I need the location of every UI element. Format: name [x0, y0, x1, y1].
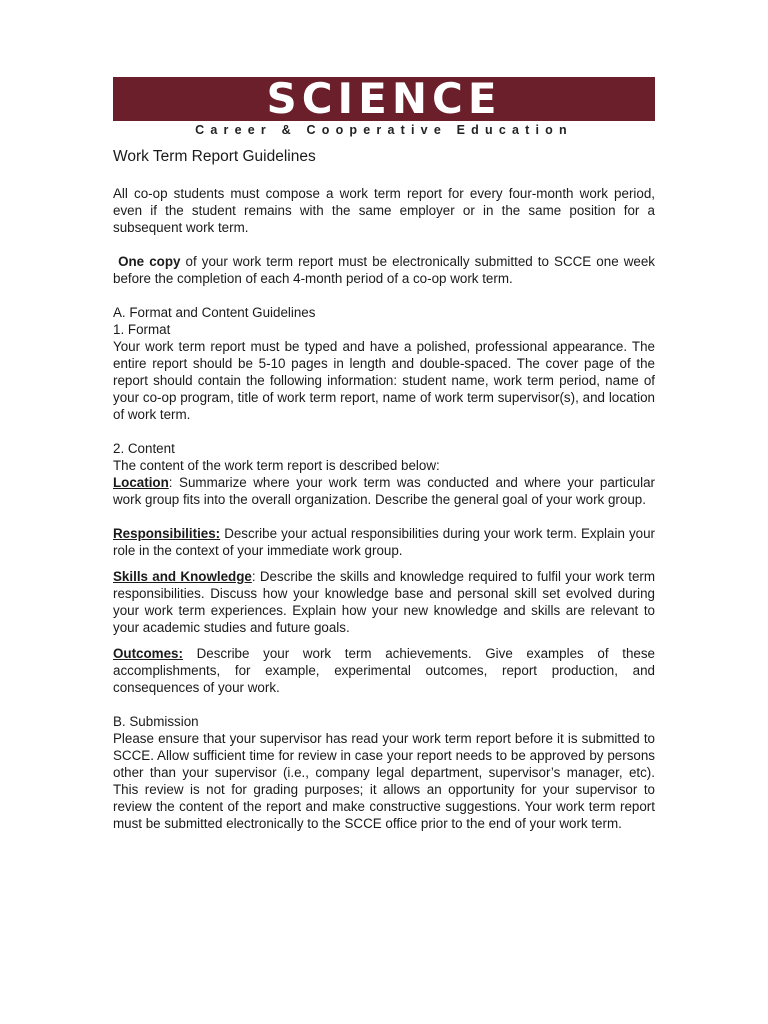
location-text: : Summarize where your work term was conducted and where your particular work group fits into the overall organization. Describe the general goal of your work group.: [113, 475, 655, 507]
skills-paragraph: [113, 568, 655, 636]
content-intro: The content of the work term report is described below:: [113, 458, 440, 473]
document-body: [113, 146, 655, 832]
science-banner: [113, 74, 655, 123]
section-a-heading: A. Format and Content Guidelines: [113, 305, 316, 320]
page-title: Work Term Report Guidelines: [113, 148, 316, 165]
intro-paragraph: All co-op students must compose a work term report for every four-month work period, even if the student remains with the same employer or in the same position for a subsequent work term.: [113, 186, 655, 235]
skills-text: : Describe the skills and knowledge required to fulfil your work term responsibilities. Discuss how your knowledge base and personal skill set evolved during your work term experiences. Explain how your new knowledge and skills are relevant to your academic studies and future goals.: [113, 569, 656, 635]
responsibilities-term: Responsibilities:: [113, 526, 221, 541]
responsibilities-text: Describe your actual responsibilities during your work term. Explain your role in the context of your immediate work group.: [113, 526, 655, 558]
location-paragraph: [113, 474, 655, 508]
copy-text: of your work term report must be electronically submitted to SCCE one week before the completion of each 4-month period of a co-op work term.: [113, 254, 655, 286]
banner-title: SCIENCE: [266, 74, 502, 123]
location-term: Location: [113, 475, 169, 490]
copy-bold-text: One copy: [118, 254, 181, 269]
outcomes-paragraph: [113, 645, 655, 696]
copy-paragraph: [113, 253, 655, 287]
format-paragraph: Your work term report must be typed and have a polished, professional appearance. The entire report should be 5-10 pages in length and double-spaced. The cover page of the report should contain the following information: student name, work term period, name of your co-op program, title of work term report, name of work term supervisor(s), and location of work term.: [113, 339, 655, 422]
skills-term: Skills and Knowledge: [113, 569, 252, 584]
responsibilities-paragraph: [113, 525, 655, 559]
format-heading: 1. Format: [113, 322, 171, 337]
outcomes-text: Describe your work term achievements. Give examples of these accomplishments, for example, experimental outcomes, report production, and consequences of your work.: [113, 646, 655, 695]
content-heading: 2. Content: [113, 441, 175, 456]
banner-tagline: Career & Cooperative Education: [195, 123, 573, 137]
submission-paragraph: Please ensure that your supervisor has read your work term report before it is submitted to SCCE. Allow sufficient time for review in case your report needs to be approved by persons other than your supervisor (i.e., company legal department, supervisor’s manager, etc). This review is not for grading purposes; it allows an opportunity for your supervisor to review the content of the report and make constructive suggestions. Your work term report must be submitted electronically to the SCCE office prior to the end of your work term.: [113, 731, 655, 831]
section-b-heading: B. Submission: [113, 714, 199, 729]
outcomes-term: Outcomes:: [113, 646, 183, 661]
